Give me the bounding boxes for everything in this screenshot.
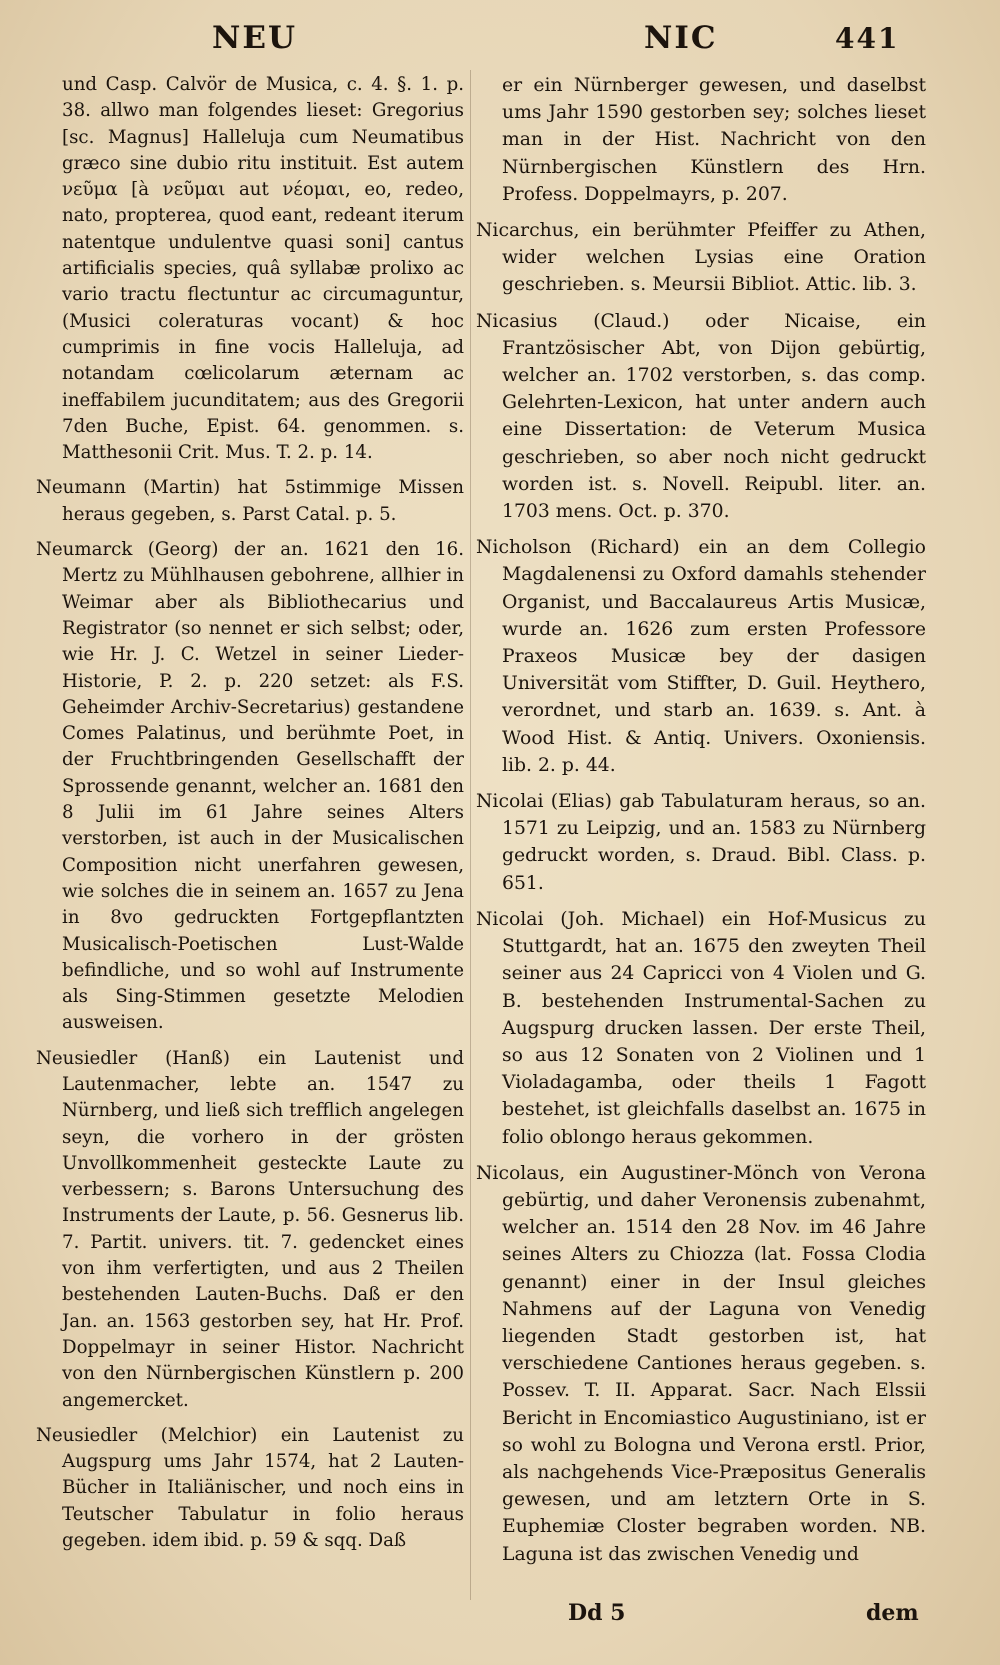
page-number: 441	[835, 22, 900, 55]
entry-neumarck: Neumarck (Georg) der an. 1621 den 16. Mertz zu Mühlhausen gebohrene, allhier in Weimar aber als Bibliothecarius und Registrator (so nennet er sich selbst; oder, wie Hr. J. C. Wetzel in seiner Lieder-Historie, P. 2. p. 220 setzet: als F.S. Geheimder Archiv-Secretarius) gestandene Comes Palatinus, und berühmte Poet, in der Fruchtbringenden Gesellschafft der Sprossende genannt, welcher an. 1681 den 8 Julii im 61 Jahre seines Alters verstorben, ist auch in der Musicalischen Composition nicht unerfahren gewesen, wie solches die in seinem an. 1657 zu Jena in 8vo gedruckten Fortgepflantzten Musicalisch-Poetischen Lust-Walde befindliche, und so wohl auf Instrumente als Sing-Stimmen gesetzte Melodien ausweisen.	[36, 539, 464, 1034]
entry-continuation: und Casp. Calvör de Musica, c. 4. §. 1. p. 38. allwo man folgendes lieset: Gregorius [sc. Magnus] Halleluja cum Neumatibus græco sine dubio ritu instituit. Est autem νεῦμα [à νεῦμαι aut νέομαι, eo, redeo, nato, propterea, quod eant, redeant iterum natentque undulentve quasi soni] cantus artificialis species, quâ syllabæ prolixo ac vario tractu flectuntur ac circumaguntur, (Musici coleraturas vocant) & hoc cumprimis in fine vocis Halleluja, ad notandam cœlicolarum æternam ac ineffabilem jucunditatem; aus des Gregorii 7den Buche, Epist. 64. genommen. s. Matthesonii Crit. Mus. T. 2. p. 14.	[62, 74, 464, 464]
header-right-keyword: NIC	[644, 20, 718, 56]
entry-nicolaus: Nicolaus, ein Augustiner-Mönch von Verona gebürtig, und daher Veronensis zubenahmt, welcher an. 1514 den 28 Nov. im 46 Jahre seines Alters zu Chiozza (lat. Fossa Clodia genannt) einer in der Insul gleiches Nahmens auf der Laguna von Venedig liegenden Stadt gestorben ist, hat verschiedene Cantiones heraus gegeben. s. Possev. T. II. Apparat. Sacr. Nach Elssii Bericht in Encomiastico Augustiniano, ist er so wohl zu Bologna und Verona erstl. Prior, als nachgehends Vice-Præpositus Generalis gewesen, und am letztern Orte in S. Euphemiæ Closter begraben worden. NB. Laguna ist das zwischen Venedig und	[476, 1162, 926, 1565]
entry-nicolai-johann-michael: Nicolai (Joh. Michael) ein Hof-Musicus zu Stuttgardt, hat an. 1675 den zweyten Theil seiner aus 24 Capricci von 4 Violen und G. B. bestehenden Instrumental-Sachen zu Augspurg drucken lassen. Der erste Theil, so aus 12 Sonaten von 2 Violinen und 1 Violadagamba, oder theils 1 Fagott bestehet, ist gleichfalls daselbst an. 1675 in folio oblongo heraus gekommen.	[476, 908, 926, 1148]
entry-continuation: er ein Nürnberger gewesen, und daselbst ums Jahr 1590 gestorben sey; solches lieset man in der Hist. Nachricht von den Nürnbergischen Künstlern des Hrn. Profess. Doppelmayrs, p. 207.	[502, 75, 926, 205]
running-header	[0, 14, 1000, 60]
right-column	[476, 72, 926, 1577]
entry-nicholson: Nicholson (Richard) ein an dem Collegio Magdalenensi zu Oxford damahls stehender Organist, und Baccalaureus Artis Musicæ, wurde an. 1626 zum ersten Professore Praxeos Musicæ bey der dasigen Universität vom Stiffter, D. Guil. Heythero, verordnet, und starb an. 1639. s. Ant. à Wood Hist. & Antiq. Univers. Oxoniensis. lib. 2. p. 44.	[476, 537, 926, 776]
entry-nicasius: Nicasius (Claud.) oder Nicaise, ein Frantzösischer Abt, von Dijon gebürtig, welcher an. 1702 verstorben, s. das comp. Gelehrten-Lexicon, hat unter andern auch eine Dissertation: de Veterum Musica geschrieben, so aber noch nicht gedruckt worden ist. s. Novell. Reipubl. liter. an. 1703 mens. Oct. p. 370.	[476, 310, 926, 523]
catchword: dem	[866, 1600, 919, 1626]
page-footer	[0, 1600, 1000, 1640]
entry-neusiedler-hans: Neusiedler (Hanß) ein Lautenist und Lautenmacher, lebte an. 1547 zu Nürnberg, und ließ sich trefflich angelegen seyn, die vorhero in der grösten Unvollkommenheit gesteckte Laute zu verbessern; s. Barons Untersuchung des Instruments der Laute, p. 56. Gesnerus lib. 7. Partit. univers. tit. 7. gedencket eines von ihm verfertigten, und aus 2 Theilen bestehenden Lauten-Buchs. Daß er den Jan. an. 1563 gestorben sey, hat Hr. Prof. Doppelmayr in seiner Histor. Nachricht von den Nürnbergischen Künstlern p. 200 angemercket.	[36, 1047, 464, 1411]
left-column	[36, 72, 464, 1563]
entry-neusiedler-melchior: Neusiedler (Melchior) ein Lautenist zu Augspurg ums Jahr 1574, hat 2 Lauten-Bücher in Italiänischer, und noch eins in Teutscher Tabulatur in folio heraus gegeben. idem ibid. p. 59 & sqq. Daß	[36, 1424, 464, 1552]
entry-neumann: Neumann (Martin) hat 5stimmige Missen heraus gegeben, s. Parst Catal. p. 5.	[36, 477, 464, 525]
entry-nicarchus: Nicarchus, ein berühmter Pfeiffer zu Athen, wider welchen Lysias eine Oration geschrieben. s. Meursii Bibliot. Attic. lib. 3.	[476, 220, 926, 296]
entry-nicolai-elias: Nicolai (Elias) gab Tabulaturam heraus, so an. 1571 zu Leipzig, und an. 1583 zu Nürnberg gedruckt worden, s. Draud. Bibl. Class. p. 651.	[476, 791, 926, 894]
header-left-keyword: NEU	[212, 20, 297, 56]
column-divider	[470, 70, 471, 1600]
signature-mark: Dd 5	[568, 1600, 626, 1626]
